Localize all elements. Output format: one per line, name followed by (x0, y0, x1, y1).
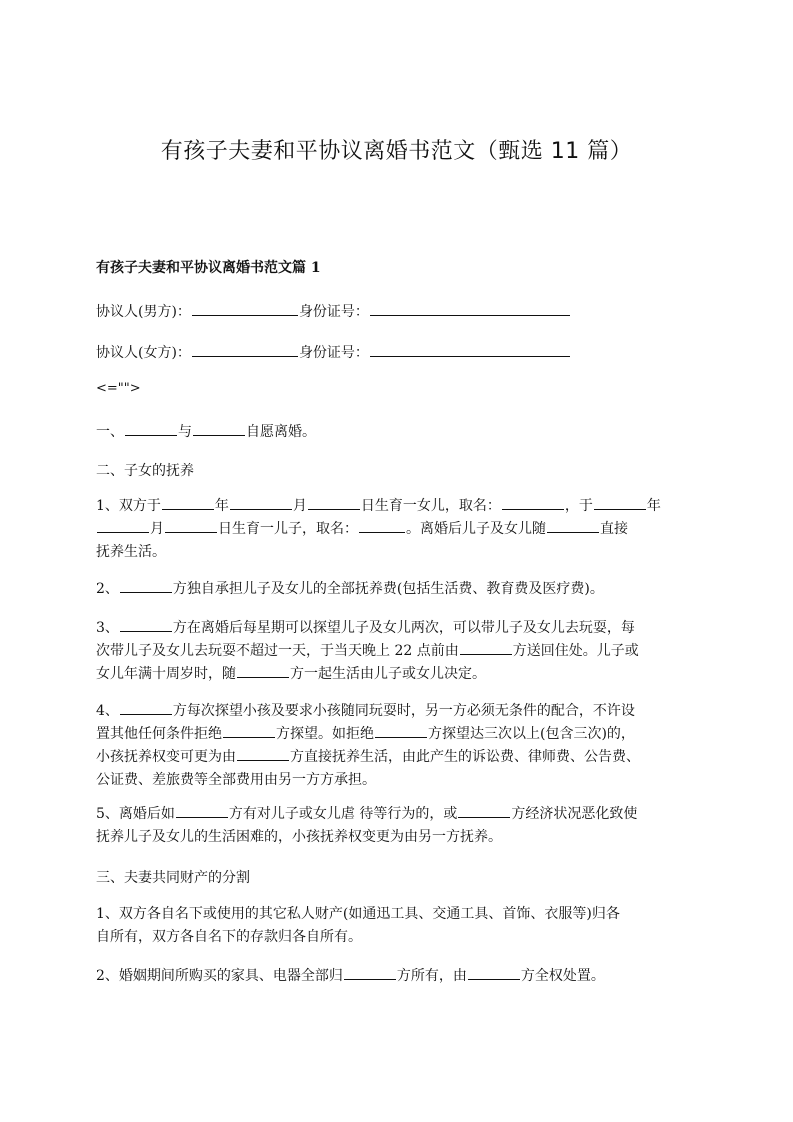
paragraph-3-row-2 (96, 640, 706, 663)
paragraph-1-row-1 (96, 495, 706, 518)
p1-blank-day (308, 495, 360, 510)
party-female-label: 协议人(女方)： (96, 345, 191, 361)
p1-blank-daughter-name (502, 495, 564, 510)
paragraph-4 (96, 700, 706, 792)
p4-text-b: 方每次探望小孩及要求小孩随同玩耍时，另一方必须无条件的配合，不许设 (172, 703, 635, 719)
p3-blank-party (120, 617, 172, 632)
p1-text-j: 直接 (600, 521, 628, 537)
p1-blank-guardian (547, 518, 599, 533)
q2-text-c: 方全权处置。 (520, 968, 605, 984)
p4-text-c: 置其他任何条件拒绝 (96, 726, 222, 742)
male-id-blank (370, 301, 570, 316)
p4-text-f: 小孩抚养权变可更为由 (96, 749, 236, 765)
paragraph-4-row-1 (96, 700, 706, 723)
p1-blank-month-2 (97, 518, 149, 533)
p3-text-e: 女儿年满十周岁时，随 (96, 666, 236, 682)
q2-text-a: 2、婚姻期间所购买的家具、电器全部归 (96, 968, 343, 984)
paragraph-4-row-3 (96, 746, 706, 769)
paragraph-5 (96, 803, 706, 849)
heading-property-division: 三、夫妻共同财产的分割 (96, 870, 250, 886)
clause-1-suffix: 自愿离婚。 (246, 424, 316, 440)
female-id-label: 身份证号： (298, 345, 369, 361)
p3-text-f: 方一起生活由儿子或女儿决定。 (290, 666, 486, 682)
p2-text-b: 方独自承担儿子及女儿的全部抚养费(包括生活费、教育费及医疗费)。 (172, 581, 604, 597)
clause-1 (96, 421, 706, 443)
p3-text-b: 方在离婚后每星期可以探望儿子及女儿两次，可以带儿子及女儿去玩耍，每 (172, 620, 635, 636)
p1-text-h: 日生育一儿子，取名： (218, 521, 358, 537)
p1-text-i: 。离婚后儿子及女儿随 (406, 521, 546, 537)
paragraph-3-row-3 (96, 663, 706, 686)
p4-text-d: 方探望。如拒绝 (276, 726, 374, 742)
paragraph-2 (96, 578, 706, 600)
p1-text-e: ，于 (564, 498, 593, 514)
property-paragraph-1 (96, 903, 706, 949)
p5-text-b: 方有对儿子或女儿虐 待等行为的，或 (228, 806, 458, 822)
p3-text-c: 次带儿子及女儿去玩耍不超过一天，于当天晚上 22 点前由 (96, 643, 459, 659)
heading-child-custody: 二、子女的抚养 (96, 463, 194, 479)
p5-text-a: 5、离婚后如 (96, 806, 175, 822)
female-id-blank (370, 342, 570, 357)
female-name-blank (192, 342, 298, 357)
p5-blank-finance-party (458, 803, 510, 818)
paragraph-1-row-3: 抚养生活。 (96, 544, 166, 560)
property-paragraph-1-row-2: 自所有，双方各自名下的存款归各自所有。 (96, 929, 362, 945)
p2-text-a: 2、 (96, 581, 119, 597)
clause-1-blank-b (193, 421, 245, 436)
paragraph-1-row-2 (96, 518, 706, 541)
p1-blank-year (162, 495, 214, 510)
p2-blank-party (120, 578, 172, 593)
odd-markup-text: <=""> (96, 381, 141, 396)
p1-blank-son-name (359, 518, 405, 533)
paragraph-3 (96, 617, 706, 686)
party-male-line (96, 301, 706, 323)
p4-text-g: 方直接抚养生活，由此产生的诉讼费、律师费、公告费、 (290, 749, 640, 765)
paragraph-1 (96, 495, 706, 564)
p5-blank-abuse-party (176, 803, 228, 818)
party-female-line (96, 342, 706, 364)
paragraph-3-row-1 (96, 617, 706, 640)
p4-blank-custody-party (237, 746, 289, 761)
p5-text-c: 方经济状况恶化致使 (511, 806, 638, 822)
p4-text-e: 方探望达三次以上(包含三次)的， (428, 726, 635, 742)
p1-text-d: 日生育一女儿，取名： (360, 498, 501, 514)
p1-text-g: 月 (150, 521, 164, 537)
p1-blank-year-2 (594, 495, 646, 510)
q2-blank-owner-party (344, 965, 396, 980)
party-male-label: 协议人(男方)： (96, 304, 191, 320)
paragraph-4-row-4: 公证费、差旅费等全部费用由另一方方承担。 (96, 772, 376, 788)
paragraph-5-row-1 (96, 803, 706, 826)
p1-text-c: 月 (292, 498, 307, 514)
clause-1-blank-a (125, 421, 177, 436)
male-name-blank (192, 301, 298, 316)
paragraph-4-row-2 (96, 723, 706, 746)
p1-blank-month (230, 495, 292, 510)
p4-blank-refuse-party-2 (375, 723, 427, 738)
p3-text-a: 3、 (96, 620, 119, 636)
p4-text-a: 4、 (96, 703, 119, 719)
p3-blank-return-party (460, 640, 512, 655)
document-title: 有孩子夫妻和平协议离婚书范文（甄选 11 篇） (160, 139, 633, 164)
p3-text-d: 方送回住处。儿子或 (512, 643, 639, 659)
q2-blank-dispose-party (468, 965, 520, 980)
p4-blank-refuse-party (223, 723, 275, 738)
p1-text-a: 1、双方于 (96, 498, 161, 514)
p1-text-f: 年 (646, 498, 661, 514)
p3-blank-live-party (237, 663, 289, 678)
p1-blank-day-2 (165, 518, 217, 533)
male-id-label: 身份证号： (298, 304, 369, 320)
property-paragraph-2 (96, 965, 706, 987)
q2-text-b: 方所有，由 (396, 968, 467, 984)
paragraph-5-row-2: 抚养儿子及女儿的生活困难的，小孩抚养权变更为由另一方抚养。 (96, 829, 502, 845)
clause-1-prefix: 一、 (96, 424, 124, 440)
p1-text-b: 年 (214, 498, 229, 514)
section-title: 有孩子夫妻和平协议离婚书范文篇 1 (96, 260, 321, 276)
p4-blank-party (120, 700, 172, 715)
property-paragraph-1-row-1: 1、双方各自名下或使用的其它私人财产(如通迅工具、交通工具、首饰、衣服等)归各 (96, 906, 620, 922)
clause-1-mid: 与 (178, 424, 192, 440)
